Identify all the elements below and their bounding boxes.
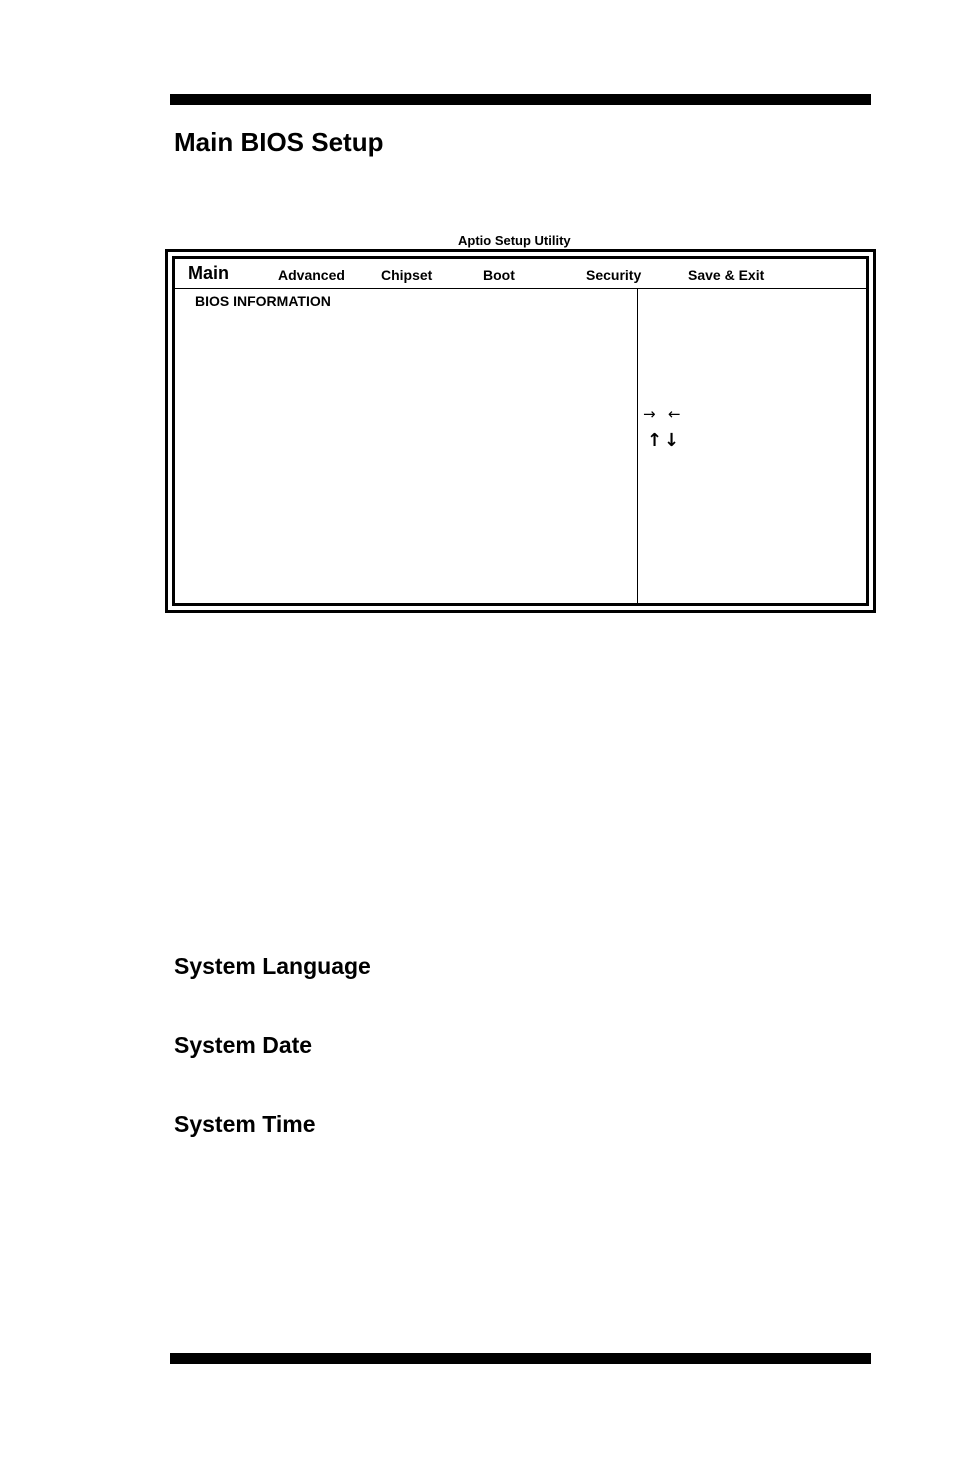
utility-title: Aptio Setup Utility [458, 233, 571, 248]
heading-system-date: System Date [174, 1032, 313, 1058]
menu-tab-main[interactable]: Main [188, 263, 230, 283]
up-arrow-icon: ↑ [647, 430, 663, 451]
menu-tab-chipset[interactable]: Chipset [381, 267, 433, 283]
menu-separator [175, 288, 866, 289]
heading-system-time: System Time [174, 1111, 316, 1137]
heading-system-language: System Language [174, 953, 371, 979]
help-pane-separator [637, 289, 638, 603]
down-arrow-icon: ↓ [664, 430, 680, 451]
menu-tab-boot[interactable]: Boot [483, 267, 515, 283]
menu-tab-advanced[interactable]: Advanced [278, 267, 345, 283]
bottom-rule [170, 1353, 871, 1364]
top-rule [170, 94, 871, 105]
right-arrow-icon: → [643, 405, 656, 423]
page-title: Main BIOS Setup [174, 127, 384, 157]
left-arrow-icon: ← [668, 405, 681, 423]
bios-information-label: BIOS INFORMATION [195, 293, 331, 309]
menu-tab-security[interactable]: Security [586, 267, 642, 283]
menu-tab-save-exit[interactable]: Save & Exit [688, 267, 765, 283]
